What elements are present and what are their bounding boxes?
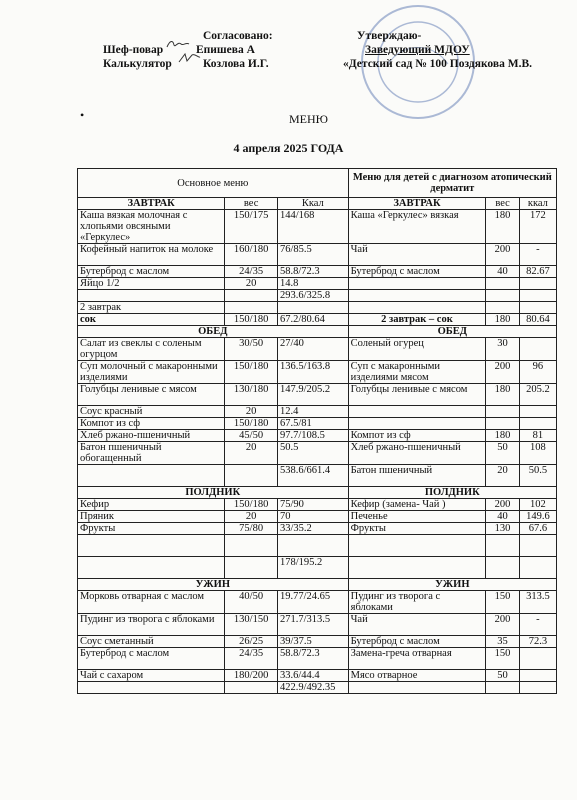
dish-kcal: 422.9/492.35 [277,682,348,694]
second-breakfast-title: 2 завтрак [78,302,225,314]
atopic-dish-name [348,557,486,579]
atopic-dish-name [348,535,486,557]
dish-name: Хлеб ржано-пшеничный [78,430,225,442]
atopic-dish-kcal: - [519,244,556,266]
dish-name: Кофейный напиток на молоке [78,244,225,266]
atopic-dish-weight: 40 [486,266,520,278]
dish-weight: 130/150 [225,614,278,636]
dish-kcal: 178/195.2 [277,557,348,579]
atopic-dish-kcal: 82.67 [519,266,556,278]
empty-cell [486,302,520,314]
atopic-dish-weight [486,535,520,557]
dish-kcal: 147.9/205.2 [277,384,348,406]
dish-weight: 180/200 [225,670,278,682]
dish-name [78,535,225,557]
breakfast-row [78,244,557,266]
lunch-row [78,384,557,406]
second-breakfast-title-row [78,302,557,314]
dish-weight: 24/35 [225,266,278,278]
dish-kcal: 58.8/72.3 [277,648,348,670]
dish-kcal: 14.8 [277,278,348,290]
dish-kcal: 271.7/313.5 [277,614,348,636]
dinner-title-atopic: УЖИН [348,579,556,591]
atopic-dish-kcal [519,278,556,290]
dish-kcal: 67.2/80.64 [277,314,348,326]
dish-weight: 20 [225,278,278,290]
dish-name: Салат из свеклы с соленым огурцом [78,338,225,361]
atopic-dish-kcal: - [519,614,556,636]
dish-kcal: 75/90 [277,499,348,511]
lunch-row [78,442,557,465]
lunch-header-row [78,326,557,338]
dinner-row [78,670,557,682]
atopic-dish-kcal [519,535,556,557]
atopic-dish-name: Каша «Геркулес» вязкая [348,210,486,244]
dish-weight: 160/180 [225,244,278,266]
chef-name: Епишева А [196,44,255,56]
atopic-dish-kcal [519,670,556,682]
dish-weight [225,465,278,487]
kcal-col-header: ккал [519,198,556,210]
dish-name: Бутерброд с маслом [78,266,225,278]
dish-kcal: 144/168 [277,210,348,244]
dish-name: Кефир [78,499,225,511]
dinner-title: УЖИН [78,579,349,591]
weight-col-header: вес [486,198,520,210]
dish-weight: 20 [225,442,278,465]
atopic-dish-weight: 150 [486,648,520,670]
atopic-dish-kcal: 72.3 [519,636,556,648]
atopic-dish-name: Кефир (замена- Чай ) [348,499,486,511]
dish-name [78,557,225,579]
weight-col-header: вес [225,198,278,210]
dish-weight: 45/50 [225,430,278,442]
dish-weight: 75/80 [225,523,278,535]
dinner-header-row [78,579,557,591]
atopic-dish-weight [486,406,520,418]
dinner-row [78,648,557,670]
dinner-row [78,636,557,648]
atopic-dish-kcal: 149.6 [519,511,556,523]
dish-kcal: 136.5/163.8 [277,361,348,384]
lunch-row [78,418,557,430]
atopic-dish-kcal [519,682,556,694]
atopic-dish-name: Фрукты [348,523,486,535]
dish-kcal: 67.5/81 [277,418,348,430]
atopic-dish-kcal: 50.5 [519,465,556,487]
empty-cell [277,302,348,314]
dish-kcal: 50.5 [277,442,348,465]
dish-weight: 150/180 [225,361,278,384]
dish-name: Пудинг из творога с яблоками [78,614,225,636]
atopic-dish-weight: 40 [486,511,520,523]
dish-name: Морковь отварная с маслом [78,591,225,614]
dish-name: Каша вязкая молочная с хлопьями овсяными «Геркулес» [78,210,225,244]
atopic-dish-weight: 180 [486,314,520,326]
atopic-dish-kcal [519,406,556,418]
atopic-dish-weight: 150 [486,591,520,614]
approved-label: Утверждаю- [357,30,422,42]
atopic-dish-kcal: 81 [519,430,556,442]
snack-row [78,557,557,579]
dish-kcal: 293.6/325.8 [277,290,348,302]
atopic-dish-weight: 20 [486,465,520,487]
table-title-row [78,169,557,198]
dish-name: Компот из сф [78,418,225,430]
dish-weight: 150/180 [225,314,278,326]
dish-name: сок [78,314,225,326]
atopic-dish-weight [486,418,520,430]
atopic-dish-kcal: 67.6 [519,523,556,535]
atopic-dish-weight: 180 [486,430,520,442]
dish-kcal: 33.6/44.4 [277,670,348,682]
dish-kcal: 76/85.5 [277,244,348,266]
snack-row [78,535,557,557]
dish-name [78,682,225,694]
institution-name: «Детский сад № 100 Поздякова М.В. [343,58,532,70]
empty-cell [348,302,486,314]
atopic-dish-name: Компот из сф [348,430,486,442]
breakfast-row [78,266,557,278]
dish-weight [225,557,278,579]
lunch-row [78,361,557,384]
atopic-dish-name [348,406,486,418]
atopic-dish-kcal [519,290,556,302]
atopic-dish-kcal [519,418,556,430]
dish-weight [225,682,278,694]
atopic-dish-kcal: 108 [519,442,556,465]
atopic-dish-name [348,290,486,302]
agreed-label: Согласовано: [203,30,273,42]
dish-weight: 150/175 [225,210,278,244]
dish-weight: 150/180 [225,418,278,430]
dish-name: Пряник [78,511,225,523]
dish-kcal: 12.4 [277,406,348,418]
kcal-col-header: Ккал [277,198,348,210]
atopic-dish-weight: 200 [486,614,520,636]
dish-weight [225,290,278,302]
atopic-dish-kcal: 313.5 [519,591,556,614]
atopic-menu-title: Меню для детей с диагнозом атопический дерматит [348,169,556,198]
atopic-dish-weight [486,278,520,290]
atopic-dish-weight: 30 [486,338,520,361]
dish-kcal: 538.6/661.4 [277,465,348,487]
atopic-dish-name: Мясо отварное [348,670,486,682]
atopic-dish-name: Чай [348,614,486,636]
atopic-dish-weight: 180 [486,384,520,406]
dish-kcal [277,535,348,557]
calc-signature-icon [176,52,202,64]
breakfast-row [78,278,557,290]
atopic-dish-weight [486,557,520,579]
atopic-dish-name: Чай [348,244,486,266]
atopic-dish-kcal [519,648,556,670]
atopic-dish-name: Замена-греча отварная [348,648,486,670]
dish-weight: 30/50 [225,338,278,361]
dish-weight [225,535,278,557]
dish-kcal: 27/40 [277,338,348,361]
atopic-dish-weight: 200 [486,361,520,384]
atopic-dish-kcal: 205.2 [519,384,556,406]
snack-row [78,523,557,535]
dish-name: Бутерброд с маслом [78,648,225,670]
dish-name [78,290,225,302]
dish-kcal: 33/35.2 [277,523,348,535]
lunch-title-atopic: ОБЕД [348,326,556,338]
lunch-row [78,338,557,361]
dish-name: Голубцы ленивые с мясом [78,384,225,406]
atopic-dish-kcal [519,338,556,361]
snack-row [78,511,557,523]
breakfast-row [78,290,557,302]
atopic-dish-name: 2 завтрак – сок [348,314,486,326]
atopic-dish-name: Соленый огурец [348,338,486,361]
dish-kcal: 70 [277,511,348,523]
atopic-dish-name [348,418,486,430]
atopic-dish-name: Батон пшеничный [348,465,486,487]
atopic-dish-name [348,682,486,694]
dish-weight: 20 [225,511,278,523]
snack-header-row [78,487,557,499]
atopic-dish-name: Суп с макаронными изделиями мясом [348,361,486,384]
atopic-dish-weight [486,290,520,302]
dish-weight: 150/180 [225,499,278,511]
lunch-row [78,406,557,418]
calc-name: Козлова И.Г. [203,58,269,70]
atopic-dish-kcal: 80.64 [519,314,556,326]
atopic-dish-weight: 200 [486,244,520,266]
dish-name: Батон пшеничный обогащенный [78,442,225,465]
dinner-row [78,591,557,614]
snack-title: ПОЛДНИК [78,487,349,499]
doc-date: 4 апреля 2025 ГОДА [233,141,344,155]
dish-name: Соус сметанный [78,636,225,648]
atopic-dish-name: Бутерброд с маслом [348,266,486,278]
atopic-dish-name: Печенье [348,511,486,523]
atopic-dish-weight: 130 [486,523,520,535]
bullet-dot: • [80,108,85,122]
atopic-dish-weight [486,682,520,694]
atopic-dish-name: Хлеб ржано-пшеничный [348,442,486,465]
head-role: Заведующий МДОУ [365,44,470,56]
breakfast-header-row [78,198,557,210]
atopic-dish-kcal: 96 [519,361,556,384]
chef-role: Шеф-повар [103,44,164,56]
atopic-dish-weight: 200 [486,499,520,511]
calc-role: Калькулятор [103,58,172,70]
dish-name: Фрукты [78,523,225,535]
dish-weight: 20 [225,406,278,418]
doc-title: МЕНЮ [289,112,328,126]
atopic-dish-name: Пудинг из творога с яблоками [348,591,486,614]
breakfast-row [78,210,557,244]
atopic-dish-weight: 180 [486,210,520,244]
chef-signature-icon [165,38,191,50]
dinner-row [78,614,557,636]
dish-kcal: 39/37.5 [277,636,348,648]
menu-table [77,168,557,694]
atopic-dish-name [348,278,486,290]
breakfast-title: ЗАВТРАК [78,198,225,210]
snack-row [78,499,557,511]
dish-kcal: 58.8/72.3 [277,266,348,278]
lunch-row [78,430,557,442]
dish-name: Соус красный [78,406,225,418]
second-breakfast-row [78,314,557,326]
dish-name [78,465,225,487]
atopic-dish-weight: 50 [486,670,520,682]
dish-kcal: 19.77/24.65 [277,591,348,614]
breakfast-title-atopic: ЗАВТРАК [348,198,486,210]
atopic-dish-kcal: 172 [519,210,556,244]
empty-cell [519,302,556,314]
dish-weight: 130/180 [225,384,278,406]
empty-cell [225,302,278,314]
atopic-dish-weight: 35 [486,636,520,648]
dish-weight: 40/50 [225,591,278,614]
dish-name: Суп молочный с макаронными изделиями [78,361,225,384]
lunch-row [78,465,557,487]
atopic-dish-kcal [519,557,556,579]
dish-kcal: 97.7/108.5 [277,430,348,442]
dish-weight: 24/35 [225,648,278,670]
dish-weight: 26/25 [225,636,278,648]
atopic-dish-name: Бутерброд с маслом [348,636,486,648]
dish-name: Яйцо 1/2 [78,278,225,290]
dinner-row [78,682,557,694]
main-menu-title: Основное меню [78,169,349,198]
dish-name: Чай с сахаром [78,670,225,682]
snack-title-atopic: ПОЛДНИК [348,487,556,499]
atopic-dish-weight: 50 [486,442,520,465]
atopic-dish-name: Голубцы ленивые с мясом [348,384,486,406]
atopic-dish-kcal: 102 [519,499,556,511]
lunch-title: ОБЕД [78,326,349,338]
